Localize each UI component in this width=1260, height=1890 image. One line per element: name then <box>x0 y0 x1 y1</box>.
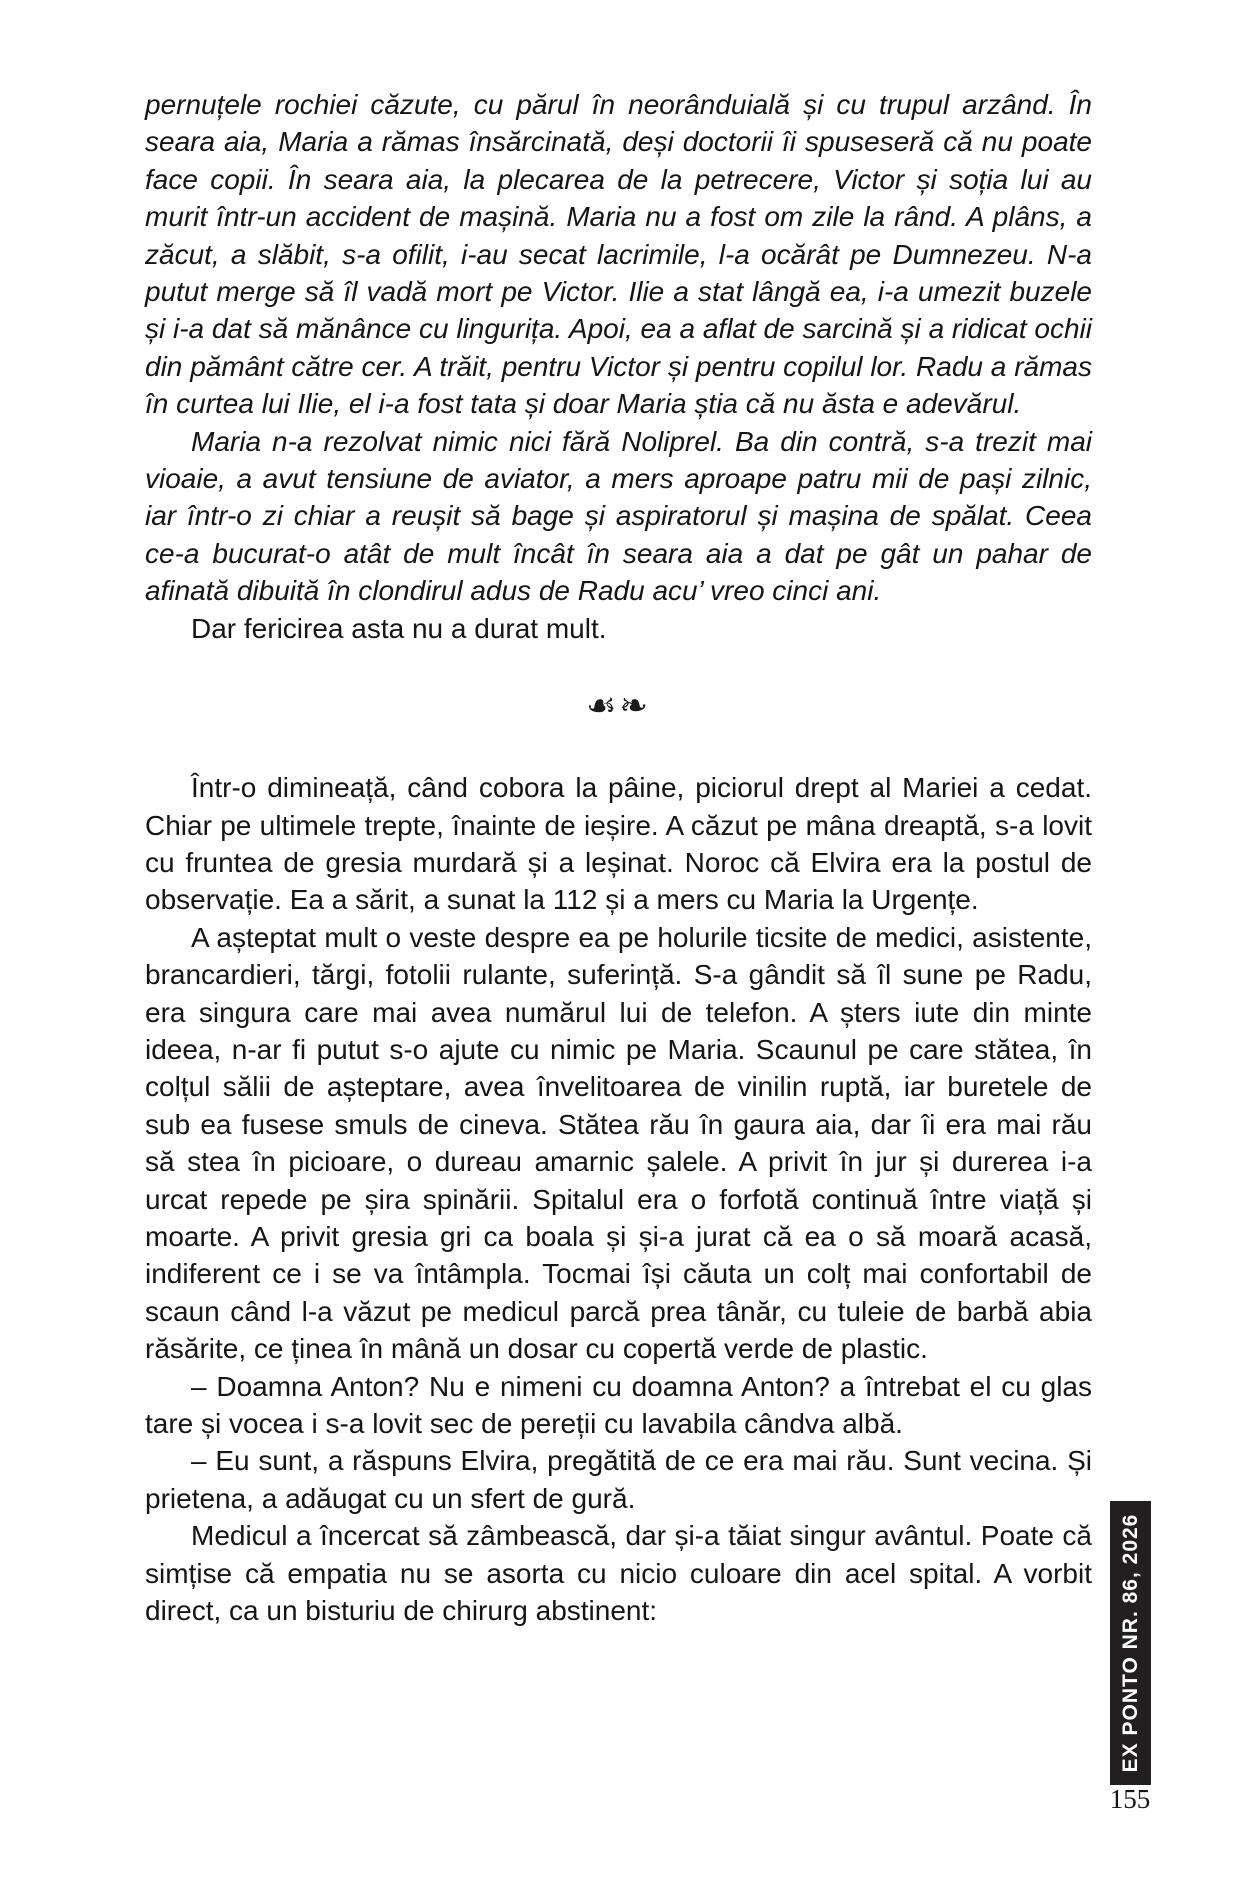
paragraph-body: Într-o dimineață, când cobora la pâine, piciorul drept al Mariei a cedat. Chiar pe ultimele trepte, înainte de ieșire. A căzut pe mâna dreaptă, s-a lovit cu fruntea de gresia murdară și a leșinat. Noroc că Elvira era la postul de observație. Ea a sărit, a sunat la 112 și a mers cu Maria la Urgențe. <box>145 772 1092 916</box>
paragraph-italic-continuation: pernuțele rochiei căzute, cu părul în neorânduială și cu trupul arzând. În seara aia, Maria a rămas însărcinată, deși doctorii îi spuseseră că nu poate face copii. În seara aia, la plecarea de la petrecere, Victor și soția lui au murit într-un accident de mașină. Maria nu a fost om zile la rând. A plâns, a zăcut, a slăbit, s-a ofilit, i-au secat lacrimile, l-a ocărât pe Dumnezeu. N-a putut merge să îl vadă mort pe Victor. Ilie a stat lângă ea, i-a umezit buzele și i-a dat să mănânce cu lingurița. Apoi, ea a aflat de sarcină și a ridicat ochii din pământ către cer. A trăit, pentru Victor și pentru copilul lor. Radu a rămas în curtea lui Ilie, el i-a fost tata și doar Maria știa că nu ăsta e adevărul. <box>145 89 1092 420</box>
paragraph-dialogue: – Doamna Anton? Nu e nimeni cu doamna Anton? a întrebat el cu glas tare și vocea i s-a lovit sec de pereții cu lavabila cândva albă. <box>145 1370 1092 1439</box>
paragraph-transition: Dar fericirea asta nu a durat mult. <box>191 612 607 644</box>
paragraph-dialogue: – Eu sunt, a răspuns Elvira, pregătită de ce era mai rău. Sunt vecina. Și prietena, a adăugat cu un sfert de gură. <box>145 1445 1092 1514</box>
journal-title-vertical: EX PONTO NR. 86, 2026 <box>1118 1513 1142 1773</box>
paragraph-body: Medicul a încercat să zâmbească, dar și-a tăiat singur avântul. Poate că simțise că empatia nu se asorta cu nicio culoare din acel spital. A vorbit direct, ca un bisturiu de chirurg abstinent: <box>145 1520 1092 1627</box>
journal-spine-label <box>1110 1501 1151 1785</box>
section-divider-ornament: ☙❧ <box>586 687 651 726</box>
page-number: 155 <box>1109 1784 1151 1814</box>
paragraph-italic: Maria n-a rezolvat nimic nici fără Noliprel. Ba din contră, s-a trezit mai vioaie, a avut tensiune de aviator, a mers aproape patru mii de pași zilnic, iar într-o zi chiar a reușit să bage și aspiratorul și mașina de spălat. Ceea ce-a bucurat-o atât de mult încât în seara aia a dat pe gât un pahar de afinată dibuită în clondirul adus de Radu acu’ vreo cinci ani. <box>145 425 1092 607</box>
paragraph-body: A așteptat mult o veste despre ea pe holurile ticsite de medici, asistente, brancardieri, tărgi, fotolii rulante, suferință. S-a gândit să îl sune pe Radu, era singura care mai avea numărul lui de telefon. A șters iute din minte ideea, n-ar fi putut s-o ajute cu nimic pe Maria. Scaunul pe care stătea, în colțul sălii de așteptare, avea învelitoarea de vinilin ruptă, iar buretele de sub ea fusese smuls de cineva. Stătea rău în gaura aia, dar îi era mai rău să stea în picioare, o dureau amarnic șalele. A privit în jur și durerea i-a urcat repede pe șira spinării. Spitalul era o forfotă continuă între viață și moarte. A privit gresia gri ca boala și și-a jurat că ea o să moară acasă, indiferent ce i se va întâmpla. Tocmai își căuta un colț mai confortabil de scaun când l-a văzut pe medicul parcă prea tânăr, cu tuleie de barbă abia răsărite, ce ținea în mână un dosar cu copertă verde de plastic. <box>145 921 1092 1365</box>
text-column <box>145 86 1092 1629</box>
